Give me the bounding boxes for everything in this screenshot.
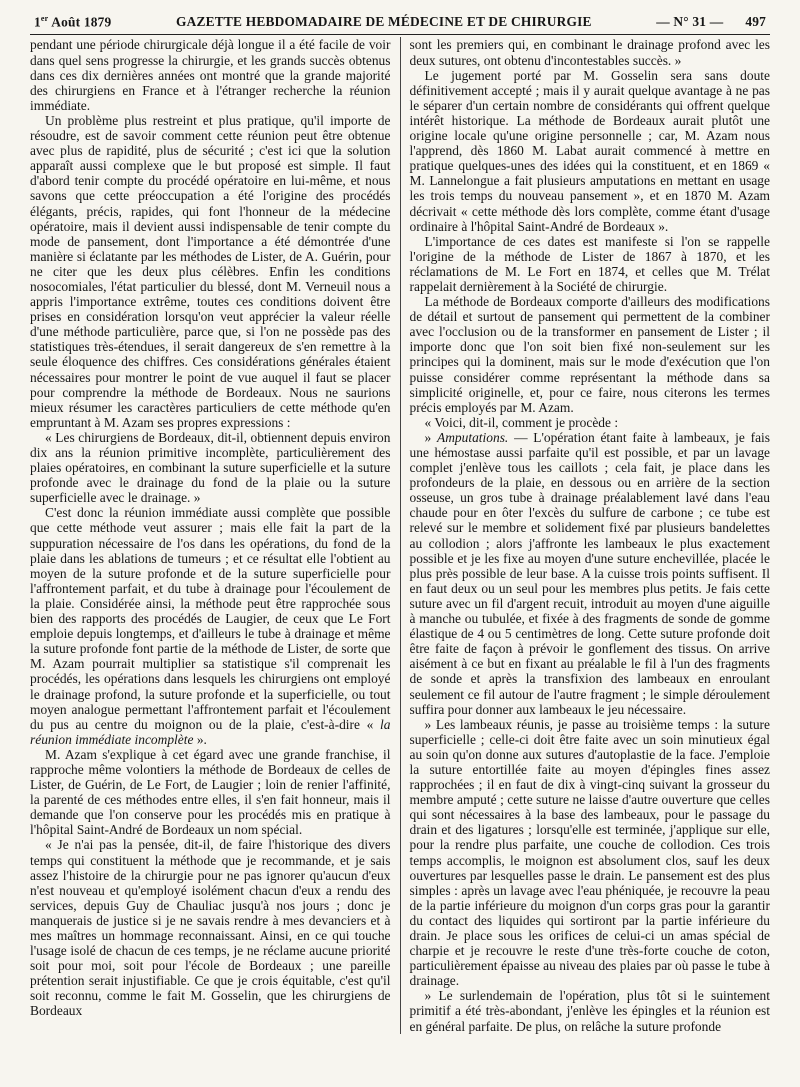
paragraph: pendant une période chirurgicale déjà longue il a été facile de voir dans quel sens progresse la chirurgie, et les grands succès obtenus dans ces dix dernières années ont montré que la grande majorité des chirurgiens en France et à l'étranger recherche la réunion immédiate. — [30, 37, 391, 113]
quote-paragraph: « Les chirurgiens de Bordeaux, dit-il, obtiennent depuis environ dix ans la réunion primitive incomplète, particulièrement des plaies opératoires, en combinant la suture superficielle et la suture profonde avec le drainage du fond de la plaie ou la suture superficielle avec le drainage. » — [30, 429, 391, 506]
quote-paragraph: « Voici, dit-il, comment je procède : — [424, 414, 619, 430]
issue-date: 1er Août 1879 — [34, 14, 112, 30]
paragraph: sont les premiers qui, en combinant le drainage profond avec les deux sutures, ont obtenu d'incontestables succès. » — [409, 37, 770, 68]
right-column — [400, 37, 771, 1033]
running-header — [30, 14, 770, 35]
quote-paragraph: » Les lambeaux réunis, je passe au troisième temps : la suture superficielle ; celle-ci doit être faite avec un soin minutieux égal au soin qu'on donne aux sutures d'autoplastie de la face. J'emploie la suture entortillée faite au moyen d'épingles fines assez rapprochées ; il en faut de dix à vingt-cinq suivant la grosseur du membre amputé ; cette suture ne laisse d'autre ouverture que celles qui sont nécessaires à la base des lambeaux, pour le passage du drain et des ligatures ; lorsqu'elle est terminée, j'applique sur elle, pour la rendre plus parfaite, une couche de collodion. Ces trois temps accomplis, le moignon est absolument clos, sauf les deux ouvertures par lesquelles passe le drain. Le pansement est des plus simples : après un lavage avec l'eau phéniquée, je recouvre la peau de la partie inférieure du moignon d'un corps gras pour la garantir du contact des liquides qui sortiront par la partie inférieure du drain. Je place sous les orifices de celui-ci un amas spécial de charpie et je recouvre le reste d'une très-forte couche de coton, particulièrement épaisse au niveau des plaies par où passe le tube à drainage. — [409, 716, 770, 989]
journal-title: GAZETTE HEBDOMADAIRE DE MÉDECINE ET DE CHIRURGIE — [176, 14, 592, 30]
quote-paragraph: « Je n'ai pas la pensée, dit-il, de faire l'historique des divers temps qui constituent la méthode que je recommande, et je sais assez l'histoire de la chirurgie pour ne pas ignorer qu'aucun d'eux n'est nouveau et qu'employé isolément chacun d'eux a rendu des services, depuis Guy de Chauliac jusqu'à nos jours ; donc je manquerais de justice si je ne savais rendre à mes devanciers et à mes maîtres un hommage reconnaissant. Ainsi, en ce qui touche l'usage isolé de chacun de ces temps, je ne réclame aucune priorité soit pour moi, soit pour l'école de Bordeaux ; une pareille prétention serait injustifiable. Ce que je crois équitable, c'est qu'il soit reconnu, comme le fait M. Gosselin, que les chirurgiens de Bordeaux — [30, 837, 391, 1019]
page-number: 497 — [745, 14, 766, 30]
article-body — [30, 37, 770, 1033]
left-column — [30, 37, 400, 1033]
quote-paragraph: » Amputations. — L'opération étant faite à lambeaux, je fais une hémostase aussi parfaite qu'il est possible, et par un lavage complet j'enlève tous les caillots ; cela fait, je place dans les profondeurs de la plaie, en dessous ou en arrière de la section osseuse, un gros tube à drainage préalablement lavé dans l'eau chaude pour en ôter l'excès du sulfure de carbone ; ce tube est relevé sur le membre et solidement fixé par plusieurs bandelettes au collodion ; alors j'affronte les lambeaux le plus exactement possible et je les fixe au moyen d'une suture enchevillée, placée le plus près possible de leur base. A la cuisse trois points suffisent. Il en faut deux ou un seul pour les membres plus petits. Je fais cette suture avec un fil d'argent recuit, introduit au moyen d'une aiguille à manche ou tubulée, et fixée à des fragments de sonde de gomme élastique de 4 ou 5 centimètres de long. Cette suture profonde doit être faite de façon à prévoir le gonflement des tissus. On arrive aisément à ce but en fixant au préalable le fil à l'un des fragments de sonde et après la transfixion des lambeaux en enroulant seulement ce fil autour de l'autre fragment ; le simple déroulement suffira pour donner aux lambeaux le jeu nécessaire. — [409, 429, 770, 717]
issue-number: — N° 31 — — [656, 14, 724, 30]
paragraph: Le jugement porté par M. Gosselin sera sans doute définitivement accepté ; mais il y aurait quelque avantage à ne pas le séparer d'un certain nombre de considérants qui offrent quelque intérêt historique. La méthode de Bordeaux aurait plutôt une origine locale qu'une origine personnelle ; car, M. Azam nous l'apprend, dès 1860 M. Labat aurait commencé à mettre en pratique quelques-unes des idées qui la constituent, et en 1869 « M. Lannelongue a fait plusieurs amputations en mettant en usage les trois temps du nouveau pansement », et en 1870 M. Azam décrivait « cette méthode dès lors complète, comme étant d'usage ordinaire à l'hôpital Saint-André de Bordeaux ». — [409, 67, 770, 234]
paragraph: M. Azam s'explique à cet égard avec une grande franchise, il rapproche même volontiers la méthode de Bordeaux de celles de Lister, de Guérin, de Le Fort, de Laugier ; loin de renier l'affinité, la parenté de ces méthodes entre elles, il s'en fait honneur, mais il demande que l'on conserve pour les procédés mis en pratique à l'hôpital Saint-André de Bordeaux un nom spécial. — [30, 746, 391, 838]
paragraph: La méthode de Bordeaux comporte d'ailleurs des modifications de détail et surtout de pansement qui permettent de la combiner avec l'occlusion ou de la transformer en pansement de Lister ; il importe donc que l'on soit bien fixé non-seulement sur les principes qui la dominent, mais sur le mode d'exécution que l'on puisse considérer comme représentant la méthode dans sa simplicité originelle, et, pour ce faire, nous citerons les termes précis employés par M. Azam. — [409, 294, 770, 415]
paragraph: Un problème plus restreint et plus pratique, qu'il importe de résoudre, est de savoir comment cette réunion peut être obtenue avec plus de rapidité, plus de sécurité ; c'est ici que la solution apparaît aussi complexe que le but proposé est simple. Il faut d'abord tenir compte du procédé opératoire en lui-même, et nous savons que cette préoccupation a été l'origine des procédés élégants, précis, rapides, qui font l'honneur de la médecine opératoire, mais il devient aussi indispensable de tenir compte du mode de pansement, dont l'importance a été démontrée d'une manière si éclatante par les méthodes de Lister, de A. Guérin, pour ne citer que les deux plus célèbres. Enfin les conditions nosocomiales, l'état particulier du blessé, dont M. Verneuil nous a appris l'importance extrême, toutes ces conditions doivent être prises en considération lorsqu'on veut apprécier la valeur réelle d'une méthode particulière, parce que, si l'on ne possède pas des statistiques très-étendues, il serait dangereux de s'en remettre à la seule éloquence des chiffres. Ces considérations générales étaient nécessaires pour montrer le point de vue auquel il faut se placer pour comprendre la méthode de Bordeaux. Nous ne saurions mieux résumer les caractères particuliers de cette méthode qu'en empruntant à M. Azam ses propres expressions : — [30, 112, 391, 430]
paragraph: L'importance de ces dates est manifeste si l'on se rappelle l'origine de la méthode de Lister de 1867 à 1870, et les réclamations de M. Le Fort en 1874, et celles que M. Trélat rappelait dernièrement à la Société de chirurgie. — [409, 233, 770, 294]
quote-paragraph: » Le surlendemain de l'opération, plus tôt si le suintement primitif a été très-abondant, j'enlève les épingles et la réunion est en général parfaite. De plus, on relâche la suture profonde — [409, 988, 770, 1034]
paragraph: C'est donc la réunion immédiate aussi complète que possible que cette méthode veut assurer ; mais elle fait la part de la suppuration nécessaire de l'os dans les opérations, du fond de la plaie dans les ablations de tumeurs ; et ce résultat elle l'obtient au moyen de la suture profonde et de la suture superficielle pour l'affrontement parfait, et du tube à drainage pour l'écoulement de la plaie. Considérée ainsi, la méthode peut être rapprochée sous bien des rapports des procédés de Laugier, de ceux que Le Fort emploie depuis longtemps, et d'ailleurs le tube à drainage et même la suture profonde font partie de la méthode de Lister, de sorte que M. Azam pourrait multiplier sa statistique s'il comprenait les procédés, les opérations dans lesquels les chirurgiens ont employé le drainage profond, la suture profonde et la superficielle, ou tout moyen analogue permettant l'affrontement parfait et l'écoulement du pus au centre du moignon ou de la plaie, c'est-à-dire « la réunion immédiate incomplète ». — [30, 505, 391, 747]
